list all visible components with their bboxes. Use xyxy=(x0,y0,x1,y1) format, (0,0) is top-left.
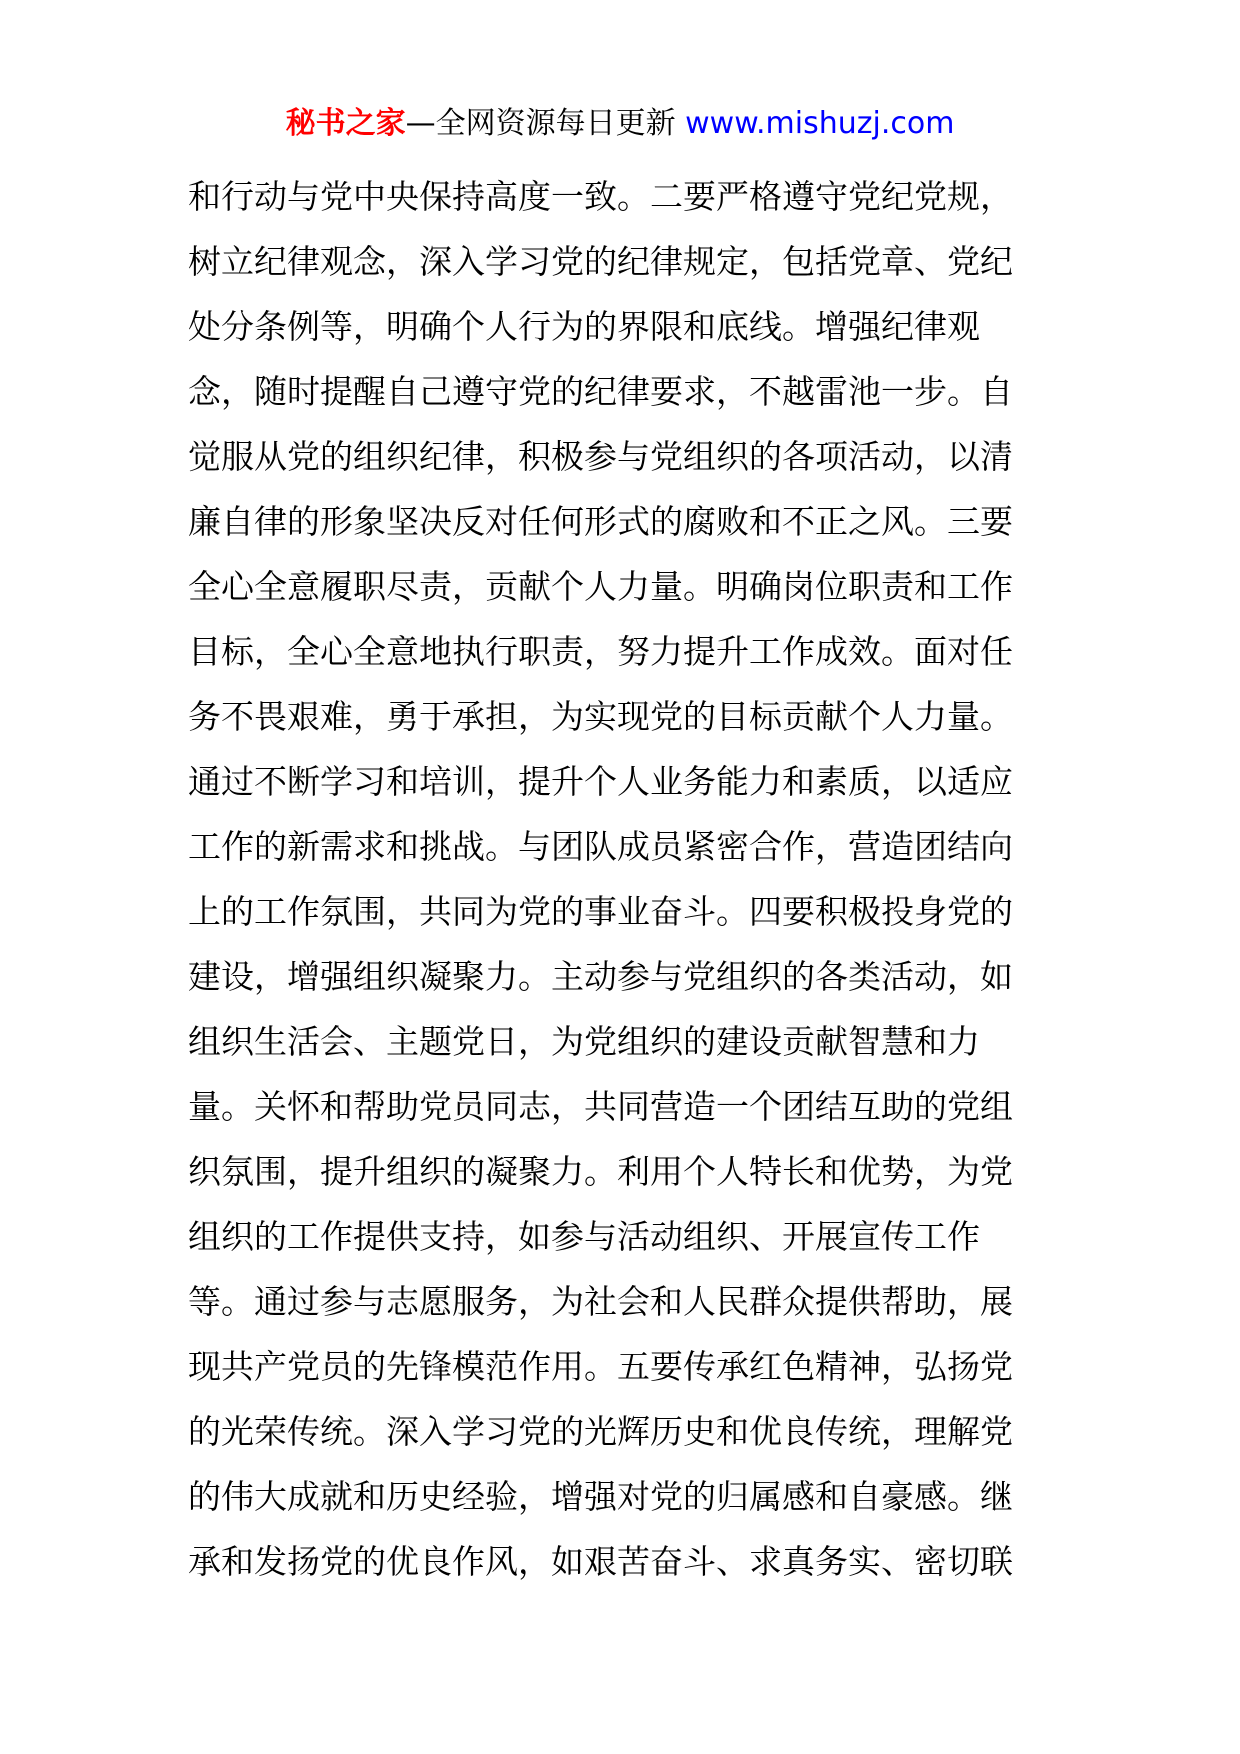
text-line: 建设，增强组织凝聚力。主动参与党组织的各类活动，如 xyxy=(188,957,1013,996)
text-line: 承和发扬党的优良作风，如艰苦奋斗、求真务实、密切联 xyxy=(188,1542,1013,1581)
brand-name: 秘书之家 xyxy=(285,106,406,141)
text-line: 全心全意履职尽责，贡献个人力量。明确岗位职责和工作 xyxy=(188,567,1013,606)
text-line: 觉服从党的组织纪律，积极参与党组织的各项活动，以清 xyxy=(188,437,1013,476)
text-line: 现共产党员的先锋模范作用。五要传承红色精神，弘扬党 xyxy=(188,1347,1013,1386)
text-line: 量。关怀和帮助党员同志，共同营造一个团结互助的党组 xyxy=(188,1087,1013,1126)
text-line: 务不畏艰难，勇于承担，为实现党的目标贡献个人力量。 xyxy=(188,697,1013,736)
text-line: 织氛围，提升组织的凝聚力。利用个人特长和优势，为党 xyxy=(188,1152,1013,1191)
header-tagline: —全网资源每日更新 xyxy=(405,106,676,141)
text-line: 的光荣传统。深入学习党的光辉历史和优良传统，理解党 xyxy=(188,1412,1013,1451)
website-link[interactable]: www.mishuzj.com xyxy=(685,106,955,141)
text-line: 目标，全心全意地执行职责，努力提升工作成效。面对任 xyxy=(188,632,1013,671)
text-line: 组织的工作提供支持，如参与活动组织、开展宣传工作 xyxy=(188,1217,980,1256)
text-line: 处分条例等，明确个人行为的界限和底线。增强纪律观 xyxy=(188,307,980,346)
document-body xyxy=(188,164,1058,1594)
text-line: 的伟大成就和历史经验，增强对党的归属感和自豪感。继 xyxy=(188,1477,1013,1516)
text-line: 和行动与党中央保持高度一致。二要严格遵守党纪党规， xyxy=(188,177,1013,216)
text-line: 上的工作氛围，共同为党的事业奋斗。四要积极投身党的 xyxy=(188,892,1013,931)
page-header xyxy=(0,102,1240,146)
text-line: 廉自律的形象坚决反对任何形式的腐败和不正之风。三要 xyxy=(188,502,1013,541)
text-line: 通过不断学习和培训，提升个人业务能力和素质，以适应 xyxy=(188,762,1013,801)
text-line: 工作的新需求和挑战。与团队成员紧密合作，营造团结向 xyxy=(188,827,1013,866)
text-line: 组织生活会、主题党日，为党组织的建设贡献智慧和力 xyxy=(188,1022,980,1061)
text-line: 树立纪律观念，深入学习党的纪律规定，包括党章、党纪 xyxy=(188,242,1013,281)
text-line: 念，随时提醒自己遵守党的纪律要求，不越雷池一步。自 xyxy=(188,372,1013,411)
text-line: 等。通过参与志愿服务，为社会和人民群众提供帮助，展 xyxy=(188,1282,1013,1321)
